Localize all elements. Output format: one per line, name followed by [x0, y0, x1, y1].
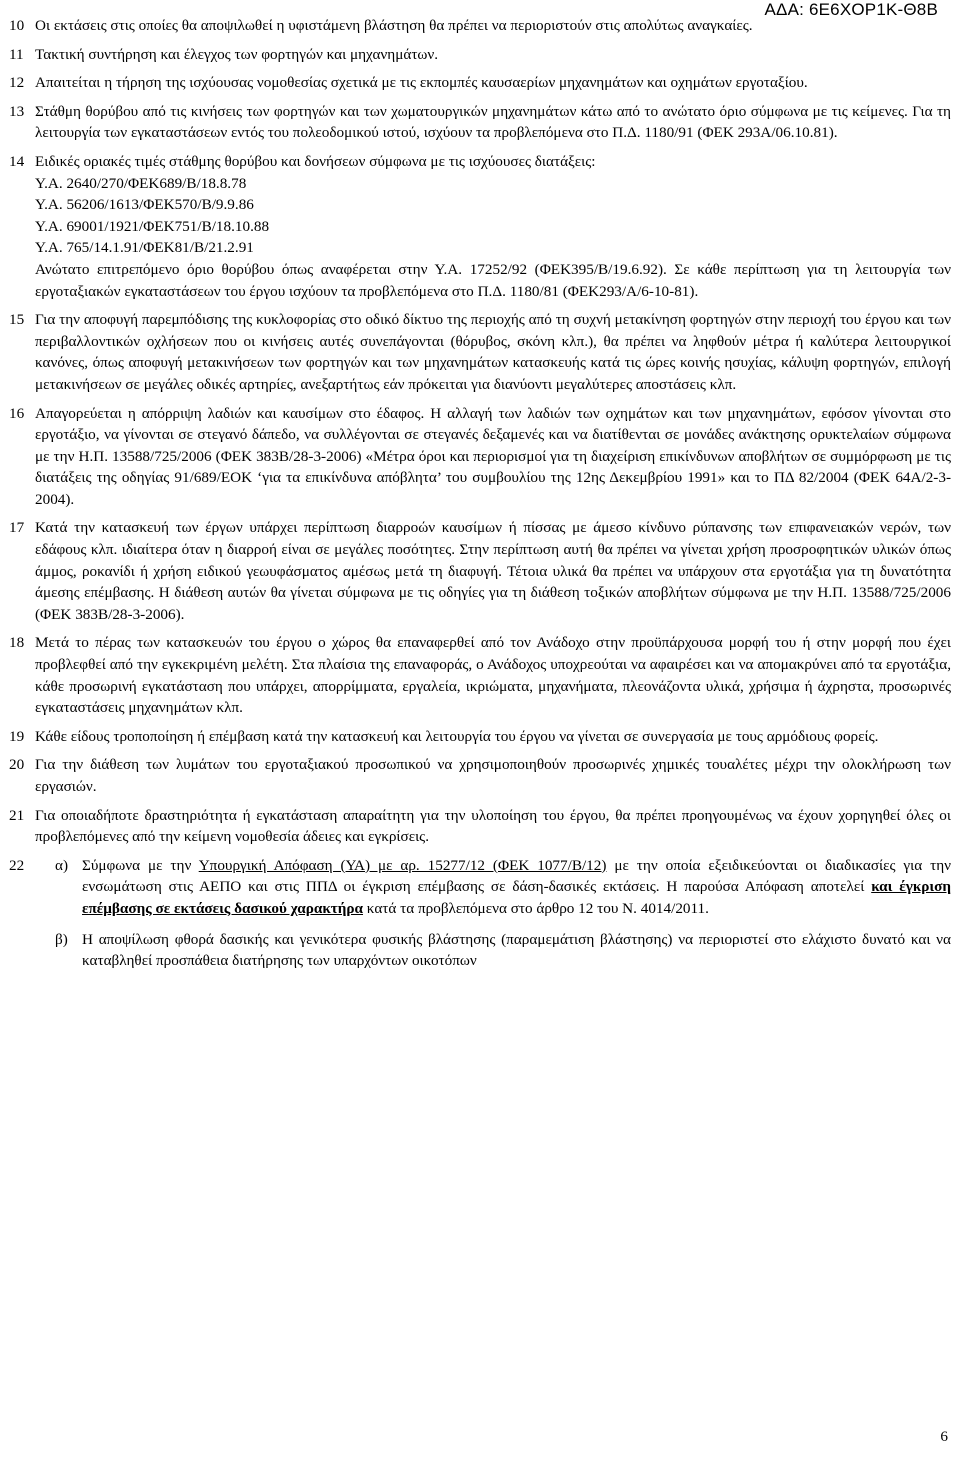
item-number: 13: [9, 102, 25, 120]
noise-limits-intro: Ειδικές οριακές τιμές στάθμης θορύβου και δονήσεων σύμφωνα με τις ισχύουσες διατάξεις:: [35, 152, 596, 170]
item-text: Για την αποφυγή παρεμπόδισης της κυκλοφορίας στο οδικό δίκτυο της περιοχής από τη συχνή μετακίνηση φορτηγών στην περιοχή του έργου και των περιβαλλοντικών οχλήσεων που οι κινήσεις αυτές συνεπάγονται (θόρυβος, σκόνη κλπ.), θα πρέπει να ληφθούν μέτρα ή καλύτερα λειτουργικοί κανόνες, όπως αποφυγή μετακινήσεων των φορτηγών και των μηχανημάτων κατασκευής κατά τις ώρες κοινής ησυχίας, κάλυψη φορτηγών, επιλογή μετακινήσεων σε μεγάλες οδικές αρτηρίες, ανεξαρτήτως εάν πρόκειται για διανύοντι μεγαλύτερες αποστάσεις κλπ.: [35, 311, 951, 393]
item-text: Τακτική συντήρηση και έλεγχος των φορτηγών και μηχανημάτων.: [35, 45, 439, 63]
sub-item-label: β): [55, 930, 68, 948]
list-item: [0, 805, 960, 848]
item-number: 19: [9, 727, 25, 745]
ministerial-decision-ref: Υπουργική Απόφαση (ΥΑ) με αρ. 15277/12 (ΦΕΚ 1077/Β/12): [198, 856, 607, 874]
list-item: [0, 726, 960, 748]
sub-item-b: [35, 929, 951, 972]
sub-item-text: Σύμφωνα με την Υπουργική Απόφαση (ΥΑ) με αρ. 15277/12 (ΦΕΚ 1077/Β/12) με την οποία εξειδικεύονται οι διαδικασίες για την ενσωμάτωση στις ΑΕΠΟ και στις ΠΠΔ οι έγκριση επέμβασης σε δάση-δασικές εκτάσεις. Η παρούσα Απόφαση αποτελεί και έγκριση επέμβασης σε εκτάσεις δασικού χαρακτήρα κατά τα προβλεπόμενα στο άρθρο 12 του Ν. 4014/2011.: [82, 856, 952, 917]
item-number: 11: [9, 45, 24, 63]
list-item: [0, 517, 960, 625]
list-item: [0, 855, 960, 981]
forest-approval-emphasis: και έγκριση επέμβασης σε εκτάσεις δασικού χαρακτήρα: [82, 878, 952, 917]
item-text: Κατά την κατασκευή των έργων υπάρχει περίπτωση διαρροών καυσίμων ή πίσσας με άμεσο κίνδυνο ρύπανσης των επιφανειακών νερών, των εδάφους κλπ. ιδιαίτερα όταν η διαρροή είναι σε μεγάλες ποσότητες. Στην περίπτωση αυτή θα πρέπει να γίνεται χρήση προσροφητικών υλικών όπως άμμος, ροκανίδι ή χρήση ειδικού γεωυφάσματος αμέσως μετά τη διαφυγή. Τέτοια υλικά θα πρέπει να υπάρχουν στα εργοτάξια για τη δυνατότητα άμεσης επέμβασης. Η διάθεση αυτών θα γίνεται σύμφωνα με τις οδηγίες για τη διάθεση τοξικών αποβλήτων σύμφωνα με την Η.Π. 13588/725/2006 (ΦΕΚ 383Β/28-3-2006).: [35, 519, 951, 623]
list-item: [0, 151, 960, 302]
item-number: 18: [9, 634, 25, 652]
list-item: [0, 403, 960, 511]
item-text: Απαγορεύεται η απόρριψη λαδιών και καυσίμων στο έδαφος. Η αλλαγή των λαδιών των οχημάτων και των μηχανημάτων, εφόσον γίνονται στο εργοτάξιο, να γίνονται σε στεγανό δάπεδο, να συλλέγονται σε στεγανές δεξαμενές και να διατίθενται σε μονάδες ανάκτησης ορυκτελαίων σύμφωνα με την Η.Π. 13588/725/2006 (ΦΕΚ 383Β/28-3-2006) «Μέτρα όροι και περιορισμοί για τη διαχείριση επικίνδυνων αποβλήτων σε συμμόρφωση με τις διατάξεις της οδηγίας 91/689/ΕΟΚ ‘για τα επικίνδυνα απόβλητα’ του συμβουλίου της 12ης Δεκεμβρίου 1991» και το ΠΔ 82/2004 (ΦΕΚ 64Α/2-3-2004).: [35, 404, 951, 508]
sub-item-text: Η αποψίλωση φθορά δασικής και γενικότερα φυσικής βλάστησης (παραμεμάτιση βλάστησης) να περιοριστεί στο ελάχιστο δυνατό και να καταβληθεί προσπάθεια διατήρησης των υπαρχόντων οικοτόπων: [82, 930, 951, 970]
item-number: 14: [9, 152, 25, 170]
item-number: 22: [9, 856, 25, 874]
list-item: [0, 15, 960, 37]
list-item: [0, 44, 960, 66]
noise-limits-outro: Ανώτατο επιτρεπόμενο όριο θορύβου όπως αναφέρεται στην Υ.Α. 17252/92 (ΦΕΚ395/Β/19.6.92). Σε κάθε περίπτωση για τη λειτουργία των εργοταξιακών εγκαταστάσεων του έργου ισχύουν τα προβλεπόμενα στο Π.Δ. 1180/81 (ΦΕΚ293/Α/6-10-81).: [35, 260, 951, 300]
page-number: 6: [940, 1428, 948, 1445]
item-text: Απαιτείται η τήρηση της ισχύουσας νομοθεσίας σχετικά με τις εκπομπές καυσαερίων μηχανημάτων και οχημάτων εργοταξίου.: [35, 74, 808, 92]
regulation-ref: Υ.Α. 765/14.1.91/ΦΕΚ81/Β/21.2.91: [35, 239, 254, 257]
list-item: [0, 754, 960, 797]
item-number: 10: [9, 17, 25, 34]
list-item: [0, 101, 960, 144]
item-number: 16: [9, 404, 25, 422]
item-text: Για οποιαδήποτε δραστηριότητα ή εγκατάσταση απαραίτητη για την υλοποίηση του έργου, θα πρέπει προηγουμένως να έχουν χορηγηθεί όλες οι προβλεπόμενες από την κείμενη νομοθεσία άδειες και εγκρίσεις.: [35, 806, 951, 846]
regulation-ref: Υ.Α. 69001/1921/ΦΕΚ751/Β/18.10.88: [35, 217, 270, 235]
list-item: [0, 309, 960, 395]
item-text: Κάθε είδους τροποποίηση ή επέμβαση κατά την κατασκευή και λειτουργία του έργου να γίνεται σε συνεργασία με τους αρμόδιους φορείς.: [35, 727, 879, 745]
item-text: Στάθμη θορύβου από τις κινήσεις των φορτηγών και των χωματουργικών μηχανημάτων κάτω από το ανώτατο όριο σύμφωνα με τις κείμενες. Για τη λειτουργία των εγκαταστάσεων εντός του πολεοδομικού ιστού, ισχύουν τα προβλεπόμενα στο Π.Δ. 1180/91 (ΦΕΚ 293Α/06.10.81).: [35, 102, 951, 142]
ada-code: ΑΔΑ: 6Ε6ΧΟΡ1Κ-Θ8Β: [764, 0, 938, 19]
item-number: 20: [9, 756, 25, 774]
list-item: [0, 72, 960, 94]
regulation-ref: Υ.Α. 56206/1613/ΦΕΚ570/Β/9.9.86: [35, 196, 254, 214]
item-number: 15: [9, 311, 25, 329]
item-text: [35, 151, 951, 302]
item-number: 17: [9, 519, 25, 537]
sub-item-label: α): [55, 856, 69, 874]
item-number: 21: [9, 806, 25, 824]
sub-item-a: [35, 855, 951, 920]
list-item: [0, 632, 960, 718]
item-number: 12: [9, 74, 25, 92]
item-text: [35, 855, 951, 981]
regulation-ref: Υ.Α. 2640/270/ΦΕΚ689/Β/18.8.78: [35, 174, 247, 192]
item-text: Για την διάθεση των λυμάτων του εργοταξιακού προσωπικού να χρησιμοποιηθούν προσωρινές χημικές τουαλέτες μέχρι την ολοκλήρωση των εργασιών.: [35, 756, 951, 795]
item-text: Οι εκτάσεις στις οποίες θα αποψιλωθεί η υφιστάμενη βλάστηση θα πρέπει να περιοριστούν στις απολύτως αναγκαίες.: [35, 17, 753, 34]
item-text: Μετά το πέρας των κατασκευών του έργου ο χώρος θα επαναφερθεί από τον Ανάδοχο στην προϋπάρχουσα μορφή του ή στην μορφή που έχει προβλεφθεί από την εγκεκριμένη μελέτη. Στα πλαίσια της επαναφοράς, ο Ανάδοχος υποχρεούται να αφαιρέσει και να απομακρύνει από τα εργοτάξια, κάθε προσωρινή εγκατάσταση που υπάρχει, απορρίμματα, εργαλεία, ικριώματα, μηχανήματα, πλεονάζοντα υλικά, χρήσιμα ή άχρηστα, προσωρινές εγκαταστάσεις μηχανημάτων κλπ.: [35, 634, 951, 717]
document-body: [0, 15, 960, 985]
